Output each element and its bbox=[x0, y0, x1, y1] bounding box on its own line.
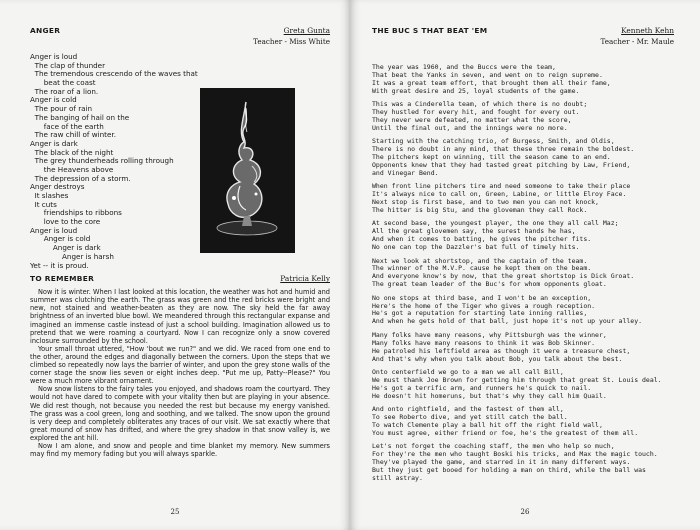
bucs-poem-line: You must agree, either friend or foe, he's the greatest of them all. bbox=[372, 428, 639, 437]
anger-teacher: Teacher - Miss White bbox=[253, 37, 330, 46]
page-number-left: 25 bbox=[170, 508, 180, 516]
bucs-poem-line: still astray. bbox=[372, 473, 423, 482]
anger-poem-line: Yet -- it is proud. bbox=[30, 260, 89, 270]
bucs-stanza bbox=[372, 183, 674, 215]
anger-poem-line: the Heavens above bbox=[30, 164, 114, 174]
anger-poem-line: The roar of a lion. bbox=[30, 86, 99, 96]
anger-poem-line: friendships to ribbons bbox=[30, 208, 122, 218]
page-number-right: 26 bbox=[520, 508, 530, 516]
bucs-stanza bbox=[372, 220, 674, 252]
anger-header bbox=[30, 26, 330, 35]
bucs-stanza bbox=[372, 258, 674, 290]
bucs-poem-line: To watch Clemente play a ball hit off the right field wall, bbox=[372, 420, 603, 429]
bucs-poem-line: Here's the home of the Tiger who gives a rough reception. bbox=[372, 301, 596, 310]
bucs-title: THE BUC S THAT BEAT 'EM bbox=[372, 26, 488, 35]
bucs-poem-line: The year was 1960, and the Buccs were the team, bbox=[372, 63, 556, 71]
bucs-stanza bbox=[372, 369, 674, 401]
bucs-poem-line: When front line pitchers tire and need someone to take their place bbox=[372, 182, 631, 191]
anger-poem-line: The black of the night bbox=[30, 147, 114, 157]
bucs-poem-line: He doesn't hit homeruns, but that's why they call him Quail. bbox=[372, 391, 607, 400]
bucs-poem-line: They've played the game, and starred in it in many different ways. bbox=[372, 457, 631, 466]
bucs-stanza bbox=[372, 443, 674, 483]
anger-poem-line: It slashes bbox=[30, 191, 69, 200]
bucs-poem-line: He's got a terrific arm, and runners he's quick to nail. bbox=[372, 383, 592, 392]
bucs-poem-line: To see Roberto dive, and yet still catch the ball. bbox=[372, 412, 568, 421]
bucs-poem-line: And when he gets hold of that ball, just hope it's not up your alley. bbox=[372, 317, 643, 326]
bucs-poem-line: We must thank Joe Brown for getting him through that great St. Louis deal. bbox=[372, 375, 662, 384]
bucs-poem-line: Many folks have many reasons to think it was Bob Skinner. bbox=[372, 338, 596, 347]
anger-poem-line: Anger is dark bbox=[30, 138, 78, 148]
bucs-poem-line: That beat the Yanks in seven, and went on to reign supreme. bbox=[372, 70, 603, 79]
bucs-poem-line: Opponents knew that they had tasted great pitching by Law, Friend, bbox=[372, 160, 631, 169]
bucs-stanza bbox=[372, 138, 674, 178]
bucs-poem-line: And that's why when you talk about Bob, you talk about the best. bbox=[372, 354, 623, 363]
anger-poem-line: The grey thunderheads rolling through bbox=[30, 156, 174, 166]
bucs-poem-line: Next we look at shortstop, and the captain of the team. bbox=[372, 256, 588, 265]
anger-poem-line: The banging of hail on the bbox=[30, 112, 130, 122]
anger-poem-line: beat the coast bbox=[30, 78, 96, 88]
bucs-author: Kenneth Kehn bbox=[621, 26, 674, 35]
anger-poem-line: The clap of thunder bbox=[30, 60, 106, 70]
bucs-poem-line: And when it comes to batting, he gives the pitcher fits. bbox=[372, 235, 592, 244]
essay-header bbox=[30, 274, 330, 283]
bucs-poem-line: The hitter is big Stu, and the gloveman they call Rock. bbox=[372, 206, 588, 214]
bucs-poem bbox=[372, 64, 674, 483]
bucs-poem-line: This was a Cinderella team, of which there is no doubt; bbox=[372, 100, 588, 109]
anger-poem-line: Anger is cold bbox=[30, 95, 77, 105]
anger-poem-line: The tremendous crescendo of the waves that bbox=[30, 69, 198, 79]
bucs-poem-line: Starting with the catching trio, of Burgess, Smith, and Oldis, bbox=[372, 137, 615, 146]
essay-paragraph: Now snow listens to the fairy tales you enjoyed, and shadows roam the courtyard. They would not have dared to compete with your vitality then but are playing in your absence. We did rest though, not because you needed the rest but because my energy vanished. The grass was a cool green, long and soothing, and we talked. The snow upon the ground is very deep and completely obliterates any traces of our visit. We sat exactly where that great mound of snow has drifted, and where the grey shadow in that snow valley is, we explored the ant hill. bbox=[30, 385, 330, 442]
bucs-poem-line: The winner of the M.V.P. cause he kept them on the beam. bbox=[372, 264, 592, 273]
essay-paragraph: Your small throat uttered, "How 'bout we run?" and we did. We raced from one end to the other, around the edges and diagonally between the corners. Upon the steps that we climbed so repeatedly now lays the barrier of winter, and upon the grey stone walls of the corner stage the snow lies seven or eight inches deep. "Put me up, Patty--Please?" You were a much more vibrant ornament. bbox=[30, 344, 330, 386]
anger-poem-line: The depression of a storm. bbox=[30, 173, 131, 183]
anger-poem-line: Anger is loud bbox=[30, 225, 78, 235]
bucs-teacher: Teacher - Mr. Maule bbox=[600, 37, 674, 46]
bucs-poem-line: And onto rightfield, and the fastest of them all, bbox=[372, 405, 564, 414]
bucs-poem-line: All the great glovemen say, the surest hands he has, bbox=[372, 227, 576, 236]
bucs-poem-line: Let's not forget the coaching staff, the men who help so much, bbox=[372, 442, 615, 451]
bucs-poem-line: No one stops at third base, and I won't be an exception, bbox=[372, 293, 592, 302]
bucs-poem-line: It's always nice to call on, Green, Labine, or little Elroy Face. bbox=[372, 190, 627, 199]
bucs-stanza bbox=[372, 101, 674, 133]
essay-title: TO REMEMBER bbox=[30, 274, 95, 284]
bucs-poem-line: There is no doubt in any mind, that these three remain the boldest. bbox=[372, 145, 635, 154]
anger-poem-line: Anger is dark bbox=[30, 243, 101, 253]
essay-paragraph: Now it is winter. When I last looked at this location, the weather was hot and humid and summer was clutching the earth. The grass was green and the red bricks were bright and new, not stained and weather-beaten as they are now. The sky held the far away brightness of an inverted blue bowl. We meandered through this rectangular expanse and imagined an immense castle instead of just a school building. Imagination allowed us to pretend that we were roaming a courtyard. Now I can recognize only a snow covered inclosure surrounded by the school. bbox=[30, 288, 330, 345]
anger-poem-line: Anger destroys bbox=[30, 182, 85, 192]
bucs-poem-line: Onto centerfield we go to a man we all call Bill, bbox=[372, 367, 564, 376]
bucs-header bbox=[372, 26, 674, 35]
essay-body bbox=[30, 288, 330, 458]
bucs-poem-line: Many folks have many reasons, why Pittsburgh was the winner, bbox=[372, 330, 607, 339]
bucs-stanza bbox=[372, 332, 674, 364]
bucs-poem-line: They hustled for every hit, and fought for every out. bbox=[372, 108, 580, 117]
bucs-poem-line: He patroled his leftfield area as though it were a treasure chest, bbox=[372, 346, 631, 355]
essay-paragraph: Now I am alone, and snow and people and time blanket my memory. New summers may find my memory fading but you will always sparkle. bbox=[30, 441, 330, 459]
anger-poem-line: It cuts bbox=[30, 199, 57, 209]
bucs-stanza bbox=[372, 295, 674, 327]
anger-poem-line: Anger is cold bbox=[30, 234, 91, 244]
bucs-stanza bbox=[372, 406, 674, 438]
anger-poem-line: The raw chill of winter. bbox=[30, 130, 116, 140]
bucs-stanza bbox=[372, 64, 674, 96]
bucs-poem-line: For they're the men who taught Boski his tricks, and Max the magic touch. bbox=[372, 450, 658, 459]
bucs-poem-line: With great desire and 25, loyal students of the game. bbox=[372, 86, 580, 95]
essay-author: Patricia Kelly bbox=[280, 274, 330, 284]
bucs-poem-line: But they just get booed for holding a man on third, while the ball was bbox=[372, 465, 646, 474]
bucs-poem-line: The great team leader of the Buc's for whom opponents gloat. bbox=[372, 280, 607, 289]
bucs-poem-line: They never were defeated, no matter what the score, bbox=[372, 115, 572, 124]
bucs-poem-line: and Vinegar Bend. bbox=[372, 168, 439, 177]
bucs-poem-line: The pitchers kept on winning, till the season came to an end. bbox=[372, 153, 611, 162]
anger-author: Greta Gunta bbox=[283, 26, 330, 35]
bucs-poem-line: It was a great team effort, that brought them all their fame, bbox=[372, 78, 611, 87]
bucs-poem-line: At second base, the youngest player, the one they all call Maz; bbox=[372, 219, 619, 228]
anger-poem-line: face of the earth bbox=[30, 121, 104, 131]
glass-sculpture-photo bbox=[200, 88, 295, 253]
bucs-poem-line: Until the final out, and the innings were no more. bbox=[372, 123, 568, 132]
bucs-poem-line: And everyone know's by now, that the great shortstop is Dick Groat. bbox=[372, 272, 635, 281]
right-page bbox=[350, 0, 700, 530]
anger-poem-line: Anger is harsh bbox=[30, 251, 114, 261]
anger-poem-line: love to the core bbox=[30, 217, 101, 227]
anger-title: ANGER bbox=[30, 26, 61, 35]
bucs-poem-line: He's got a reputation for starting late inning rallies, bbox=[372, 309, 588, 318]
bucs-poem-line: Next stop is first base, and to two men you can not knock, bbox=[372, 198, 599, 207]
bucs-poem-line: No one can top the Dazzler's bat full of timely hits. bbox=[372, 243, 580, 252]
glass-decanter-image bbox=[200, 88, 295, 253]
anger-poem-line: The pour of rain bbox=[30, 104, 93, 114]
anger-poem-line: Anger is loud bbox=[30, 52, 78, 61]
